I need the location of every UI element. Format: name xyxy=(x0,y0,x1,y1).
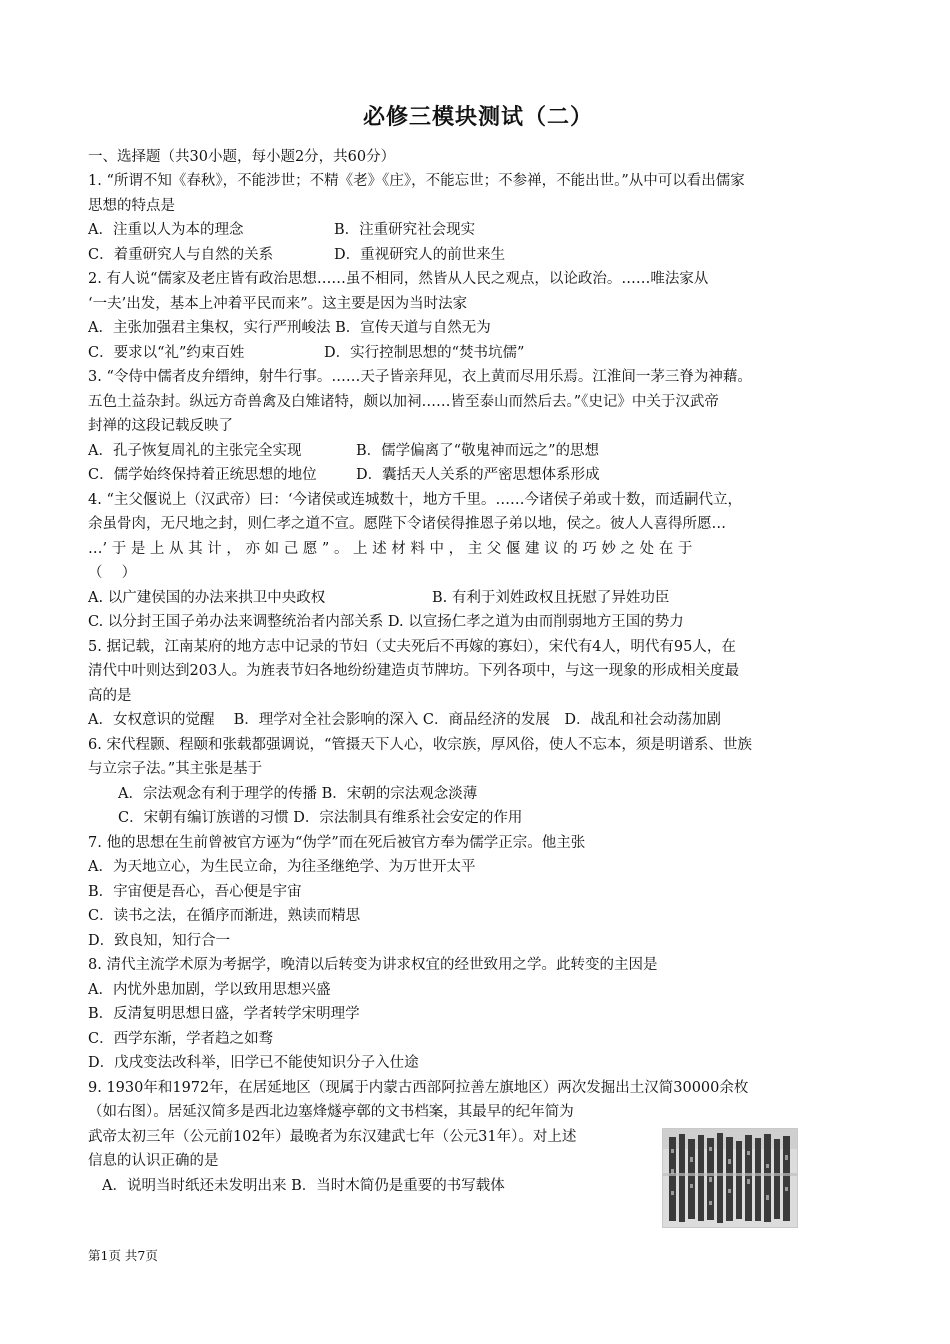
question-2-line-2: ‘一夫’出发，基本上冲着平民而来”。这主要是因为当时法家 xyxy=(88,295,468,312)
question-5-line-2: 清代中叶则达到203人。为旌表节妇各地纷纷建造贞节牌坊。下列各项中，与这一现象的形成相关度最 xyxy=(88,663,740,679)
question-5-options[interactable]: A．女权意识的觉醒 B．理学对全社会影响的深入 C．商品经济的发展 D．战乱和社会动荡加剧 xyxy=(88,712,722,728)
option-c[interactable]: C．着重研究人与自然的关系 xyxy=(88,246,274,263)
question-1-line-1: 1. “所谓不知《春秋》，不能涉世；不精《老》《庄》，不能忘世；不参禅，不能出世。”从中可以看出儒家 xyxy=(88,173,745,189)
question-2-options-cd xyxy=(88,341,868,366)
option-b[interactable]: B. 有利于刘姓政权且抚慰了异姓功臣 xyxy=(432,589,670,606)
option-d[interactable]: D．囊括天人关系的严密思想体系形成 xyxy=(356,467,600,483)
option-c[interactable]: C．儒学始终保持着正统思想的地位 xyxy=(88,467,317,483)
option-d[interactable]: D．戊戌变法改科举，旧学已不能使知识分子入仕途 xyxy=(88,1055,419,1071)
option-a[interactable]: A．内忧外患加剧，学以致用思想兴盛 xyxy=(88,981,331,998)
question-7 xyxy=(88,831,868,954)
option-b[interactable]: B．儒学偏离了“敬鬼神而远之”的思想 xyxy=(356,442,599,459)
exam-page xyxy=(88,100,868,1198)
question-6-options-cd[interactable]: C．宋朝有编订族谱的习惯 D．宗法制具有维系社会安定的作用 xyxy=(118,810,523,826)
question-3-options-cd xyxy=(88,463,868,488)
question-4-line-1: 4. “主父偃说上（汉武帝）曰：‘今诸侯或连城数十，地方千里。……今诸侯子弟或十数，而适嗣代立， xyxy=(88,491,742,508)
question-1 xyxy=(88,169,868,267)
question-7-line-1: 7. 他的思想在生前曾被官方诬为“伪学”而在死后被官方奉为儒学正宗。他主张 xyxy=(88,834,586,851)
page-footer: 第1页 共7页 xyxy=(88,1248,158,1263)
question-9-line-1: 9. 1930年和1972年，在居延地区（现属于内蒙古西部阿拉善左旗地区）两次发掘出土汉简30000余枚 xyxy=(88,1079,749,1096)
question-9-line-2: （如右图）。居延汉简多是西北边塞烽燧亭鄣的文书档案，其最早的纪年简为 xyxy=(88,1104,574,1120)
question-4-options-cd[interactable]: C. 以分封王国子弟办法来调整统治者内部关系 D. 以宣扬仁孝之道为由而削弱地方王国的势力 xyxy=(88,614,684,630)
option-a[interactable]: A．孔子恢复周礼的主张完全实现 xyxy=(88,442,302,459)
option-a[interactable]: A．注重以人为本的理念 xyxy=(88,222,244,238)
question-5-line-1: 5. 据记载，江南某府的地方志中记录的节妇（丈夫死后不再嫁的寡妇），宋代有4人，明代有95人，在 xyxy=(88,638,736,655)
question-6 xyxy=(88,733,868,831)
question-3-options-ab xyxy=(88,439,868,464)
question-9-options-ab[interactable]: A．说明当时纸还未发明出来 B．当时木简仍是重要的书写载体 xyxy=(102,1177,505,1194)
option-a[interactable]: A. 以广建侯国的办法来拱卫中央政权 xyxy=(88,589,326,606)
option-c[interactable]: C．西学东渐，学者趋之如骛 xyxy=(88,1030,274,1047)
question-4-line-2: 余虽骨肉，无尺地之封，则仁孝之道不宣。愿陛下令诸侯得推恩子弟以地，侯之。彼人人喜得所愿… xyxy=(88,516,726,532)
section-heading: 一、选择题（共30小题，每小题2分，共60分） xyxy=(88,149,396,165)
question-8 xyxy=(88,953,868,1076)
question-5 xyxy=(88,635,868,733)
question-1-options-cd xyxy=(88,243,868,268)
option-d[interactable]: D．实行控制思想的“焚书坑儒” xyxy=(324,344,525,361)
question-2 xyxy=(88,267,868,365)
question-6-line-1: 6. 宋代程颢、程颐和张载都强调说，“管摄天下人心，收宗族，厚风俗，使人不忘本，须是明谱系、世族 xyxy=(88,736,752,753)
question-4 xyxy=(88,488,868,635)
option-d[interactable]: D．致良知，知行合一 xyxy=(88,932,231,949)
question-4-blank: （ ） xyxy=(88,565,137,581)
question-2-options-ab[interactable]: A．主张加强君主集权，实行严刑峻法 B．宣传天道与自然无为 xyxy=(88,320,491,336)
page-title: 必修三模块测试（二） xyxy=(362,105,593,130)
option-b[interactable]: B．注重研究社会现实 xyxy=(334,222,476,238)
question-4-options-ab xyxy=(88,586,868,611)
option-b[interactable]: B．宇宙便是吾心，吾心便是宇宙 xyxy=(88,883,302,900)
option-b[interactable]: B．反清复明思想日盛，学者转学宋明理学 xyxy=(88,1006,360,1022)
question-5-line-3: 高的是 xyxy=(88,687,132,704)
question-6-line-2: 与立宗子法。”其主张是基于 xyxy=(88,761,263,777)
question-3 xyxy=(88,365,868,488)
question-1-line-2: 思想的特点是 xyxy=(88,197,175,214)
question-4-line-3: …’ 于 是 上 从 其 计 ， 亦 如 己 愿 ” 。 上 述 材 料 中 ， 主 父 偃 建 议 的 巧 妙 之 处 在 于 xyxy=(88,540,693,557)
option-a[interactable]: A．为天地立心，为生民立命，为往圣继绝学、为万世开太平 xyxy=(88,859,476,875)
question-1-options-ab xyxy=(88,218,868,243)
question-9-line-4: 信息的认识正确的是 xyxy=(88,1153,219,1169)
question-3-line-3: 封禅的这段记载反映了 xyxy=(88,418,233,434)
option-c[interactable]: C．读书之法，在循序而渐进，熟读而精思 xyxy=(88,908,361,924)
question-2-line-1: 2. 有人说“儒家及老庄皆有政治思想……虽不相同，然皆从人民之观点，以论政治。……唯法家从 xyxy=(88,271,709,287)
question-3-line-2: 五色土益杂封。纵远方奇兽禽及白雉诸特，颇以加祠……皆至泰山而然后去。”《史记》中关于汉武帝 xyxy=(88,393,719,410)
option-d[interactable]: D．重视研究人的前世来生 xyxy=(334,246,506,263)
bamboo-slips-image xyxy=(662,1128,798,1228)
question-8-line-1: 8. 清代主流学术原为考据学，晚清以后转变为讲求权宜的经世致用之学。此转变的主因是 xyxy=(88,957,658,973)
question-3-line-1: 3. “令侍中儒者皮弁缙绅，射牛行事。……天子皆亲拜见，衣上黄而尽用乐焉。江淮间一茅三脊为神藉。 xyxy=(88,369,752,385)
question-9-line-3: 武帝太初三年（公元前102年）最晚者为东汉建武七年（公元31年）。对上述 xyxy=(88,1128,577,1145)
option-c[interactable]: C．要求以“礼”约束百姓 xyxy=(88,344,245,361)
question-6-options-ab[interactable]: A．宗法观念有利于理学的传播 B．宋朝的宗法观念淡薄 xyxy=(118,785,478,802)
bamboo-slips-drawing xyxy=(663,1129,797,1227)
